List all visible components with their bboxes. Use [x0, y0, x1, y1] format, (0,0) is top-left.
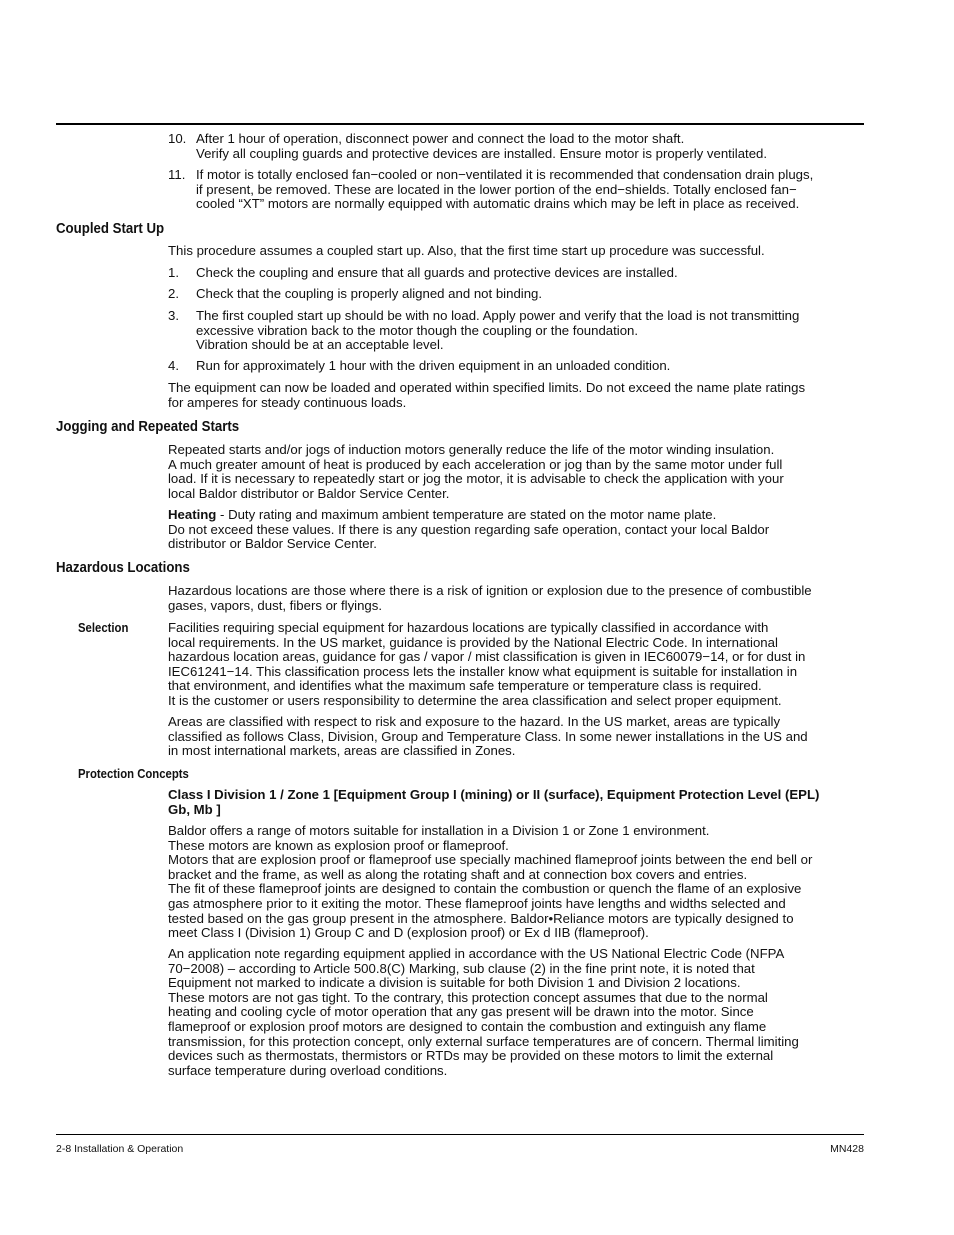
list-item-3 [196, 309, 868, 353]
text-line: It is the customer or users responsibility to determine the area classification and select proper equipment. [168, 692, 782, 708]
subheading-selection: Selection [78, 621, 129, 635]
list-number-1: 1. [168, 265, 179, 280]
jogging-paragraph [168, 443, 868, 501]
text-line: An application note regarding equipment applied in accordance with the US National Electric Code (NFPA [168, 946, 785, 961]
text-line: Run for approximately 1 hour with the driven equipment in an unloaded condition. [196, 358, 671, 373]
header-rule [56, 123, 864, 125]
heating-label: Heating [168, 507, 217, 522]
text-line: After 1 hour of operation, disconnect power and connect the load to the motor shaft. [196, 131, 685, 146]
text-line: surface temperature during overload conditions. [168, 1062, 448, 1078]
text-line: in most international markets, areas are classified in Zones. [168, 743, 516, 759]
text-line: Baldor offers a range of motors suitable for installation in a Division 1 or Zone 1 environment. [168, 823, 710, 838]
text-line: IEC61241−14. This classification process lets the installer know what equipment is suitable for installation in [168, 663, 798, 679]
text-line: if present, be removed. These are located in the lower portion of the end−shields. Totally enclosed fan− [196, 181, 797, 197]
heating-paragraph [168, 508, 868, 552]
footer-page-label: 2-8 Installation & Operation [56, 1143, 184, 1155]
text-line: gas atmosphere prior to it exiting the motor. These flameproof joints have lengths and widths selected and [168, 895, 786, 911]
text-line: cooled “XT” motors are normally equipped with automatic drains which may be left in place as received. [196, 196, 800, 212]
selection-paragraph-2 [168, 715, 868, 759]
text-line: Equipment not marked to indicate a division is suitable for both Division 1 and Division 2 locations. [168, 975, 741, 991]
text-line: local Baldor distributor or Baldor Service Center. [168, 485, 450, 501]
list-number-10: 10. [168, 131, 187, 146]
text-line: Repeated starts and/or jogs of induction motors generally reduce the life of the motor winding insulation. [168, 442, 775, 457]
text-line: that environment, and identifies what the maximum safe temperature or temperature class is required. [168, 678, 762, 694]
list-number-4: 4. [168, 358, 179, 373]
text-line: A much greater amount of heat is produced by each acceleration or jog than by the same motor under full [168, 456, 783, 472]
text-line: gases, vapors, dust, fibers or flyings. [168, 597, 383, 613]
text-line: Vibration should be at an acceptable level. [196, 337, 444, 353]
text-line: Hazardous locations are those where there is a risk of ignition or explosion due to the presence of combustible [168, 583, 812, 598]
coupled-closing [168, 381, 868, 410]
text-line: Check the coupling and ensure that all guards and protective devices are installed. [196, 265, 678, 280]
text-line: Areas are classified with respect to risk and exposure to the hazard. In the US market, areas are typically [168, 714, 781, 729]
text-line: hazardous location areas, guidance for gas / vapor / mist classification is given in IEC60079−14, or for dust in [168, 649, 806, 665]
list-item-2 [196, 287, 868, 302]
text-line: local requirements. In the US market, guidance is provided by the National Electric Code. In international [168, 634, 778, 650]
text-line: for amperes for steady continuous loads. [168, 394, 407, 410]
text-line: tested based on the gas group present in the atmosphere. Baldor•Reliance motors are typically designed to [168, 910, 794, 926]
text-line: bracket and the frame, as well as along the rotating shaft and at connection box covers and entries. [168, 866, 748, 882]
text-line: If motor is totally enclosed fan−cooled or non−ventilated it is recommended that condensation drain plugs, [196, 167, 814, 182]
text-line: devices such as thermostats, thermistors or RTDs may be provided on these motors to limit the external [168, 1048, 774, 1064]
text-line: Motors that are explosion proof or flameproof use specially machined flameproof joints between the end bell or [168, 852, 813, 868]
text-line [168, 508, 868, 523]
selection-paragraph-1 [168, 621, 868, 709]
footer-rule [56, 1134, 864, 1135]
text-line: These motors are known as explosion proof or flameproof. [168, 837, 509, 853]
text-line: load. If it is necessary to repeatedly start or jog the motor, it is advisable to check the application with your [168, 471, 784, 487]
heating-text: - Duty rating and maximum ambient temperature are stated on the motor name plate. [216, 507, 717, 522]
text-line: flameproof or explosion proof motors are designed to contain the combustion and extinguish any flame [168, 1018, 767, 1034]
protection-paragraph-1 [168, 824, 868, 941]
text-line: The first coupled start up should be with no load. Apply power and verify that the load is not transmitting [196, 308, 800, 323]
section-heading-coupled-start-up: Coupled Start Up [56, 221, 165, 237]
text-line: The equipment can now be loaded and operated within specified limits. Do not exceed the name plate ratings [168, 380, 806, 395]
text-line: heating and cooling cycle of motor operation that any gas present will be drawn into the motor. Since [168, 1004, 754, 1020]
coupled-intro [168, 244, 868, 259]
list-number-11: 11. [168, 167, 186, 182]
text-line: This procedure assumes a coupled start up. Also, that the first time start up procedure was successful. [168, 243, 765, 258]
text-line: excessive vibration back to the motor though the coupling or the foundation. [196, 322, 639, 338]
text-line: Class I Division 1 / Zone 1 [Equipment Group I (mining) or II (surface), Equipment Protection Level (EPL) [168, 787, 820, 802]
text-line: Do not exceed these values. If there is any question regarding safe operation, contact your local Baldor [168, 521, 770, 537]
list-item-4 [196, 359, 868, 374]
list-item-11 [196, 168, 868, 212]
protection-paragraph-2 [168, 947, 868, 1078]
hazardous-intro [168, 584, 868, 613]
text-line: The fit of these flameproof joints are designed to contain the combustion or quench the flame of an explosive [168, 881, 802, 897]
list-item-1 [196, 266, 868, 281]
section-heading-jogging: Jogging and Repeated Starts [56, 419, 240, 435]
text-line: classified as follows Class, Division, Group and Temperature Class. In some newer installations in the US and [168, 728, 808, 744]
text-line: Check that the coupling is properly aligned and not binding. [196, 286, 543, 301]
text-line: distributor or Baldor Service Center. [168, 536, 377, 552]
text-line: These motors are not gas tight. To the contrary, this protection concept assumes that due to the normal [168, 989, 768, 1005]
text-line: meet Class I (Division 1) Group C and D (explosion proof) or Ex d IIB (flameproof). [168, 925, 649, 941]
section-heading-hazardous: Hazardous Locations [56, 560, 190, 576]
text-line: 70−2008) – according to Article 500.8(C) Marking, sub clause (2) in the fine print note, it is noted that [168, 960, 755, 976]
list-number-3: 3. [168, 308, 179, 323]
subheading-protection-concepts: Protection Concepts [78, 767, 189, 781]
text-line: Gb, Mb ] [168, 801, 221, 817]
footer-doc-number: MN428 [830, 1143, 864, 1155]
text-line: transmission, for this protection concept, only external surface temperatures are of concern. Thermal limiting [168, 1033, 799, 1049]
list-item-10 [196, 132, 868, 161]
text-line: Verify all coupling guards and protective devices are installed. Ensure motor is properly ventilated. [196, 145, 768, 161]
list-number-2: 2. [168, 286, 179, 301]
class-division-heading [168, 788, 868, 817]
text-line: Facilities requiring special equipment for hazardous locations are typically classified in accordance with [168, 620, 769, 635]
